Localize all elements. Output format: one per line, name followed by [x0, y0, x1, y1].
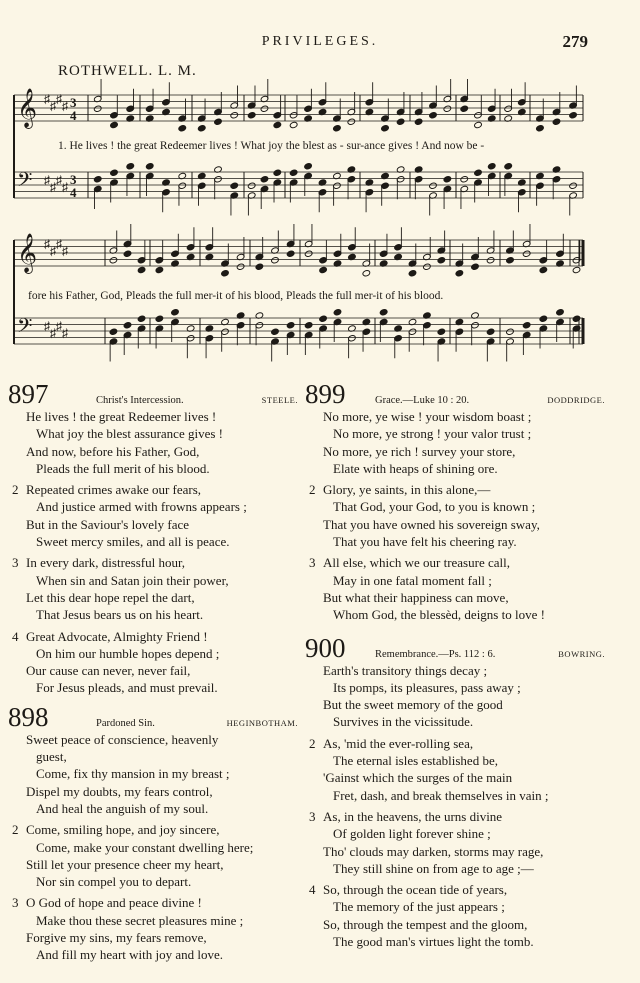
verse-text: But in the Saviour's lovely face [26, 516, 190, 532]
sharp-icon: ♯ [56, 173, 62, 187]
note-head [260, 176, 269, 183]
verse-line [8, 821, 298, 838]
sharp-icon: ♯ [56, 319, 62, 333]
note-head [178, 125, 187, 132]
note-head [247, 112, 256, 119]
note-head [145, 163, 154, 170]
note-head [247, 182, 256, 189]
verse-text: Survives in the vicissitude. [333, 714, 474, 730]
note-head [504, 163, 513, 170]
verse-line [305, 498, 605, 515]
note-head [221, 270, 230, 277]
note-head [110, 121, 119, 128]
verse-line [305, 425, 605, 442]
verse-line [8, 460, 298, 477]
hymn-author: STEELE. [261, 395, 298, 405]
note-head [255, 263, 264, 270]
bass-clef-icon: 𝄢 [17, 168, 33, 196]
verse-line [8, 894, 298, 911]
note-head [539, 266, 548, 273]
note-head [506, 257, 515, 264]
note-head [319, 315, 328, 322]
note-head [171, 309, 180, 316]
verse-line [305, 825, 605, 842]
verse-line [305, 516, 605, 533]
note-head [109, 257, 118, 264]
verse-text: When sin and Satan join their power, [36, 572, 229, 588]
verse-text: Let this dear hope repel the dart, [26, 589, 195, 605]
verse-line [8, 748, 298, 765]
hymn-number: 897 [8, 379, 49, 409]
note-head [414, 118, 423, 125]
verse-text: Still let your presence cheer my heart, [26, 856, 224, 872]
stanza-number: 2 [309, 735, 316, 751]
verse-text: They still shine on from age to age ;— [333, 860, 534, 876]
note-head [273, 169, 282, 176]
stanza [8, 554, 298, 623]
hymn-number: 899 [305, 379, 346, 409]
note-head [396, 118, 405, 125]
note-head [522, 322, 531, 329]
verse-text: Pleads the full merit of his blood. [36, 460, 210, 476]
note-head [304, 250, 313, 257]
verse-line [8, 572, 298, 589]
hymn-title: Pardoned Sin. [96, 717, 155, 729]
note-head [408, 270, 417, 277]
verse-line [305, 679, 605, 696]
verse-line [8, 873, 298, 890]
note-head [333, 309, 342, 316]
note-head [304, 163, 313, 170]
verse-text: Of golden light forever shine ; [333, 826, 491, 842]
hymn-author: HEGINBOTHAM. [226, 717, 298, 728]
sharp-icon: ♯ [62, 326, 68, 340]
lyrics-line-1: 1. He lives ! the great Redeemer lives ! What joy the blest as - sur-ance gives ! And now be - [58, 140, 485, 152]
note-head [109, 328, 118, 335]
verse-line [305, 481, 605, 498]
note-head [474, 169, 483, 176]
verse-text: guest, [36, 749, 67, 765]
verse-text: On him our humble hopes depend ; [36, 645, 220, 661]
verse-text: Whom God, the blessèd, deigns to love ! [333, 607, 545, 623]
hymn-number: 900 [305, 632, 346, 663]
time-signature: 3 [70, 95, 77, 110]
note-head [230, 112, 239, 119]
hymn-899 [305, 380, 605, 624]
verse-line [8, 408, 298, 425]
time-signature: 4 [70, 185, 77, 200]
note-head [155, 266, 164, 273]
sharp-icon: ♯ [62, 244, 68, 258]
hymn-title: Remembrance.—Ps. 112 : 6. [375, 648, 496, 660]
verse-line [8, 425, 298, 442]
verse-line [8, 765, 298, 782]
verse-line [8, 912, 298, 929]
note-head [437, 328, 446, 335]
verse-line [305, 533, 605, 550]
note-head [569, 182, 578, 189]
bass-clef-icon: 𝄢 [17, 314, 33, 342]
verse-line [8, 929, 298, 946]
stanza-number: 3 [12, 895, 19, 911]
verse-line [8, 839, 298, 856]
verse-line [305, 589, 605, 606]
verse-line [8, 856, 298, 873]
verse-text: In every dark, distressful hour, [26, 555, 186, 571]
note-head [286, 322, 295, 329]
verse-text: Our cause can never, never fail, [26, 663, 191, 679]
note-head [197, 125, 206, 132]
note-head [289, 121, 298, 128]
note-head [230, 182, 239, 189]
verse-text: Forgive my sins, my fears remove, [26, 930, 207, 946]
sharp-icon: ♯ [44, 92, 50, 106]
note-head [110, 169, 119, 176]
note-head [437, 257, 446, 264]
verse-text: So, through the tempest and the gloom, [323, 916, 528, 932]
verse-line [8, 443, 298, 460]
note-head [286, 250, 295, 257]
note-head [569, 112, 578, 119]
hymn-900 [305, 634, 605, 951]
note-head [289, 169, 298, 176]
hymn-title: Grace.—Luke 10 : 20. [375, 395, 470, 406]
verse-text: Its pomps, its pleasures, pass away ; [333, 679, 521, 695]
stanza-number: 2 [12, 822, 19, 838]
verse-text: Elate with heaps of shining ore. [333, 460, 498, 476]
verse-line [8, 481, 298, 498]
verse-line [305, 769, 605, 786]
hymn-header [8, 703, 298, 731]
stanza-number: 3 [12, 555, 19, 571]
verse-text: Sweet mercy smiles, and all is peace. [36, 534, 230, 550]
note-head [273, 121, 282, 128]
verse-line [8, 662, 298, 679]
note-head [552, 118, 561, 125]
note-head [123, 250, 132, 257]
note-head [522, 250, 531, 257]
verse-line [8, 554, 298, 571]
verse-line [8, 533, 298, 550]
verse-text: Earth's transitory things decay ; [323, 662, 488, 678]
verse-line [8, 946, 298, 963]
left-column [8, 380, 298, 964]
stanza-number: 3 [309, 555, 316, 571]
verse-text: All else, which we our treasure call, [323, 555, 510, 571]
sharp-icon: ♯ [56, 92, 62, 106]
verse-text: But what their happiness can move, [323, 589, 509, 605]
sharp-icon: ♯ [50, 326, 56, 340]
verse-line [305, 606, 605, 623]
stanza [305, 881, 605, 950]
hymn-header [305, 380, 605, 408]
verse-line [305, 843, 605, 860]
note-head [506, 328, 515, 335]
note-head [556, 309, 565, 316]
note-head [381, 125, 390, 132]
sharp-icon: ♯ [50, 180, 56, 194]
verse-text: That Jesus bears us on his heart. [36, 607, 204, 623]
stanza [305, 408, 605, 477]
sharp-icon: ♯ [44, 319, 50, 333]
sharp-icon: ♯ [62, 99, 68, 113]
verse-text: Dispel my doubts, my fears control, [26, 783, 213, 799]
stanza [305, 808, 605, 877]
note-head [486, 257, 495, 264]
verse-text: He lives ! the great Redeemer lives ! [26, 409, 217, 424]
verse-line [305, 662, 605, 679]
verse-text: As, 'mid the ever-rolling sea, [323, 735, 474, 751]
verse-text: As, in the heavens, the urns divine [323, 808, 503, 824]
verse-text: Come, smiling hope, and joy sincere, [26, 822, 220, 838]
note-head [155, 315, 164, 322]
verse-text: Come, make your constant dwelling here; [36, 839, 254, 855]
stanza [305, 735, 605, 804]
stanza [8, 408, 298, 477]
note-head [271, 257, 280, 264]
verse-line [8, 516, 298, 533]
verse-text: And heal the anguish of my soul. [36, 800, 209, 816]
stanza-number: 2 [12, 482, 19, 498]
stanza-number: 4 [309, 882, 316, 898]
time-signature: 3 [70, 172, 77, 187]
hymn-author: DODDRIDGE. [547, 395, 605, 405]
note-head [536, 125, 545, 132]
note-head [423, 263, 432, 270]
verse-text: What joy the blest assurance gives ! [36, 426, 223, 442]
verse-text: Tho' clouds may darken, storms may rage, [323, 843, 544, 859]
verse-line [305, 808, 605, 825]
verse-line [8, 800, 298, 817]
hymn-898 [8, 703, 298, 964]
stanza [305, 481, 605, 550]
verse-line [305, 898, 605, 915]
note-head [429, 112, 438, 119]
verse-text: No more, ye wise ! your wisdom boast ; [323, 409, 532, 424]
note-head [137, 266, 146, 273]
note-head [443, 105, 452, 112]
treble-clef-icon: 𝄞 [17, 233, 38, 273]
music-score [0, 0, 640, 370]
hymn-title: Christ's Intercession. [96, 395, 184, 406]
page-header-title: PRIVILEGES. [261, 34, 379, 49]
verse-text: Glory, ye saints, in this alone,— [323, 482, 491, 498]
verse-line [305, 408, 605, 425]
note-head [126, 163, 135, 170]
note-head [487, 163, 496, 170]
verse-text: Nor sin compel you to depart. [36, 874, 192, 890]
note-head [319, 266, 328, 273]
note-head [93, 105, 102, 112]
lyrics-line-2: fore his Father, God, Pleads the full mer-it of his blood, Pleads the full mer-it of his blood. [28, 290, 444, 302]
sharp-icon: ♯ [56, 237, 62, 251]
verse-text: 'Gainst which the surges of the main [323, 770, 513, 786]
note-head [236, 263, 245, 270]
hymn-number: 898 [8, 701, 49, 732]
verse-line [8, 731, 298, 748]
note-head [271, 328, 280, 335]
verse-line [305, 443, 605, 460]
note-head [486, 328, 495, 335]
note-head [123, 322, 132, 329]
verse-line [305, 554, 605, 571]
sharp-icon: ♯ [62, 180, 68, 194]
verse-line [305, 916, 605, 933]
stanza [8, 481, 298, 550]
right-column [305, 380, 605, 950]
verse-text: The memory of the just appears ; [333, 899, 505, 915]
verse-text: No more, ye rich ! survey your store, [323, 443, 516, 459]
note-head [304, 322, 313, 329]
verse-text: No more, ye strong ! your valor trust ; [333, 426, 532, 442]
verse-text: And fill my heart with joy and love. [36, 947, 224, 963]
verse-text: So, through the ocean tide of years, [323, 882, 508, 898]
note-head [362, 270, 371, 277]
verse-text: Come, fix thy mansion in my breast ; [36, 766, 230, 782]
note-head [460, 176, 469, 183]
verse-line [305, 713, 605, 730]
hymn-897 [8, 380, 298, 697]
verse-line [305, 860, 605, 877]
verse-line [305, 735, 605, 752]
verse-text: Make thou these secret pleasures mine ; [36, 912, 244, 928]
verse-line [305, 460, 605, 477]
verse-line [305, 696, 605, 713]
verse-line [8, 589, 298, 606]
verse-line [8, 645, 298, 662]
note-head [539, 315, 548, 322]
verse-line [305, 881, 605, 898]
stanza [8, 894, 298, 963]
note-head [429, 182, 438, 189]
note-head [93, 176, 102, 183]
sharp-icon: ♯ [44, 173, 50, 187]
stanza [8, 628, 298, 697]
verse-text: Great Advocate, Almighty Friend ! [26, 628, 208, 644]
stanza [8, 731, 298, 817]
stanza-number: 4 [12, 628, 19, 644]
note-head [471, 263, 480, 270]
sharp-icon: ♯ [50, 99, 56, 113]
sharp-icon: ♯ [44, 237, 50, 251]
hymn-author: BOWRING. [558, 648, 605, 659]
tune-name: ROTHWELL. L. M. [58, 63, 197, 79]
stanza [305, 554, 605, 623]
hymn-header [8, 380, 298, 408]
note-head [379, 309, 388, 316]
verse-line [305, 933, 605, 950]
verse-line [305, 752, 605, 769]
verse-line [305, 787, 605, 804]
verse-text: Repeated crimes awake our fears, [26, 482, 202, 498]
verse-text: But the sweet memory of the good [323, 697, 503, 713]
verse-text: That you have felt his cheering ray. [333, 534, 517, 550]
stanza-number: 3 [309, 808, 316, 824]
verse-text: Sweet peace of conscience, heavenly [26, 731, 219, 747]
verse-text: That you have owned his sovereign sway, [323, 516, 540, 532]
stanza-number: 2 [309, 482, 316, 498]
hymn-header [305, 634, 605, 662]
verse-text: The eternal isles established be, [333, 753, 498, 769]
note-head [333, 125, 342, 132]
note-head [214, 118, 223, 125]
stanza [8, 821, 298, 890]
time-signature: 4 [70, 108, 77, 123]
treble-clef-icon: 𝄞 [17, 88, 38, 128]
verse-line [305, 572, 605, 589]
verse-line [8, 783, 298, 800]
verse-text: That God, your God, to you is known ; [333, 499, 536, 515]
verse-text: And now, before his Father, God, [26, 443, 200, 459]
stanza [305, 662, 605, 731]
note-head [572, 266, 581, 273]
verse-text: The good man's virtues light the tomb. [333, 934, 534, 950]
verse-line [8, 606, 298, 623]
note-head [443, 176, 452, 183]
note-head [137, 315, 146, 322]
verse-line [8, 498, 298, 515]
note-head [455, 270, 464, 277]
verse-text: Fret, dash, and break themselves in vain ; [333, 787, 549, 803]
sharp-icon: ♯ [50, 244, 56, 258]
verse-text: May in one fatal moment fall ; [333, 572, 492, 588]
note-head [460, 105, 469, 112]
note-head [347, 118, 356, 125]
page-number: 279 [562, 32, 588, 51]
note-head [474, 121, 483, 128]
verse-text: O God of hope and peace divine ! [26, 895, 202, 911]
verse-text: And justice armed with frowns appears ; [36, 499, 247, 515]
verse-line [8, 679, 298, 696]
note-head [260, 105, 269, 112]
verse-line [8, 628, 298, 645]
verse-text: For Jesus pleads, and must prevail. [36, 680, 218, 696]
